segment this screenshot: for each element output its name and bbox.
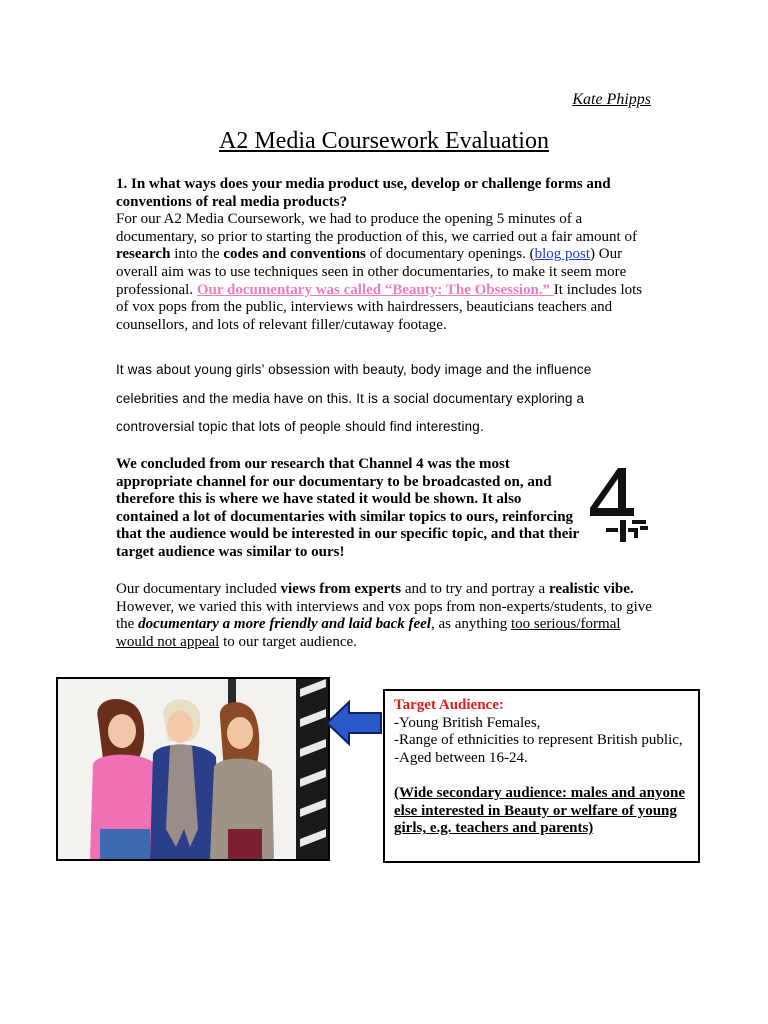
photo-illustration	[58, 679, 328, 859]
codes-bold: codes and conventions	[223, 246, 366, 263]
serious-formal-underline: too serious/formal would not appeal	[116, 616, 621, 650]
about-paragraph: It was about young girls’ obsession with beauty, body image and the influence celebrities and the media have on this. It is a social documentary exploring a controversial topic that lots of people should find interesting.	[116, 362, 592, 435]
views-text: to our target audience.	[219, 633, 357, 650]
intro-text: of documentary openings. (	[365, 246, 535, 263]
secondary-audience-note: (Wide secondary audience: males and anyone else interested in Beauty or welfare of young girls, e.g. teachers and parents)	[394, 784, 685, 837]
target-item: -Young British Females,	[394, 714, 541, 731]
target-item: -Aged between 16-24.	[394, 749, 528, 766]
question-1-heading: 1. In what ways does your media product use, develop or challenge forms and conventions of real media products?	[116, 176, 611, 210]
target-item: -Range of ethnicities to represent British public,	[394, 732, 683, 749]
target-audience-title: Target Audience:	[394, 697, 504, 713]
views-text: However, we varied this with interviews and vox pops from non-experts/students, to give the	[116, 598, 652, 633]
research-bold: research	[116, 246, 171, 263]
three-girls-photo	[56, 677, 330, 861]
channel-4-paragraph: We concluded from our research that Channel 4 was the most appropriate channel for our documentary to be broadcasted on, and therefore this is where we have stated it would be shown. It also contained a lot of documentaries with similar topics to ours, reinforcing that the audience would be interested in our specific topic, and that their target audience was similar to ours!	[116, 456, 579, 560]
views-text: Our documentary included	[116, 581, 281, 597]
views-experts-bold: views from experts	[280, 581, 402, 597]
target-audience-box	[383, 689, 700, 863]
left-arrow-icon	[325, 700, 383, 746]
intro-text: into the	[170, 246, 224, 263]
page-title: A2 Media Coursework Evaluation	[219, 128, 549, 154]
blog-post-link[interactable]: blog post	[534, 246, 591, 263]
documentary-title-highlight: Our documentary was called “Beauty: The Obsession.”	[196, 281, 554, 298]
intro-paragraph	[116, 211, 656, 334]
friendly-feel-bold-italic: documentary a more friendly and laid back feel	[138, 616, 431, 633]
intro-text: It includes lots of vox pops from the public, interviews with hairdressers, beauticians teachers and counsellors, and lots of relevant filler/cutaway footage.	[116, 281, 643, 333]
realistic-vibe-bold: realistic vibe.	[548, 581, 634, 597]
author-name: Kate Phipps	[572, 91, 651, 108]
views-text: and to try and portray a	[401, 581, 549, 597]
question-1-section	[116, 176, 656, 334]
channel-4-logo	[588, 466, 650, 544]
views-text: , as anything	[430, 616, 511, 633]
intro-text: For our A2 Media Coursework, we had to produce the opening 5 minutes of a documentary, so prior to starting the production of this, we carried out a fair amount of	[116, 211, 637, 245]
views-paragraph	[116, 581, 656, 651]
intro-text: ) Our overall aim was to use techniques seen in other documentaries, to make it seem more professional.	[116, 246, 627, 298]
